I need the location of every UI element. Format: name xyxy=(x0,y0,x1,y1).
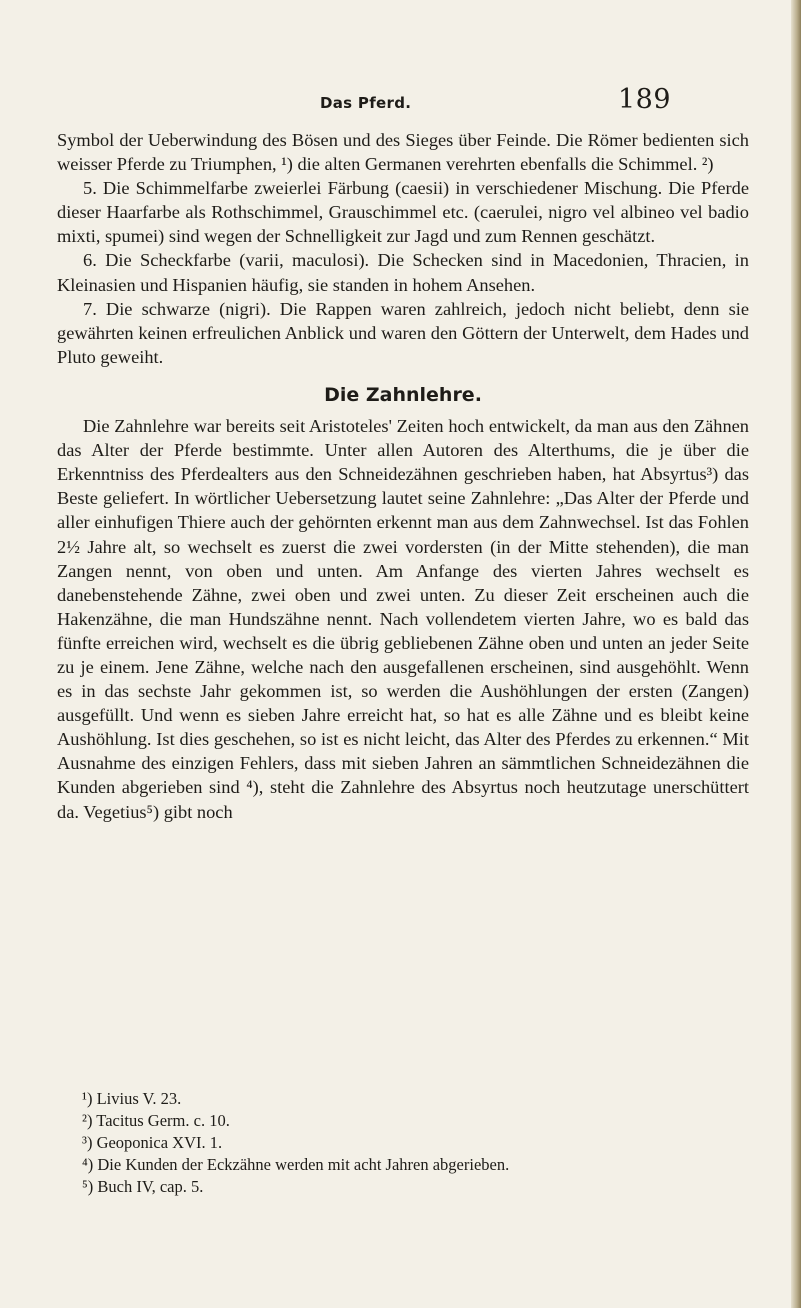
main-text xyxy=(57,128,749,824)
running-title: Das Pferd. xyxy=(320,94,412,112)
paragraph-zahnlehre: Die Zahnlehre war bereits seit Aristoteles' Zeiten hoch entwickelt, da man aus den Zähnen das Alter der Pferde bestimmte. Unter allen Autoren des Alterthums, die je über die Erkenntniss des Pferdealters aus den Schneidezähnen geschrieben haben, hat Absyrtus³) das Beste geliefert. In wörtlicher Uebersetzung lautet seine Zahnlehre: „Das Alter der Pferde und aller einhufigen Thiere auch der gehörnten erkennt man aus dem Zahnwechsel. Ist das Fohlen 2½ Jahre alt, so wechselt es zuerst die zwei vordersten (in der Mitte stehenden), die man Zangen nennt, von oben und unten. Am Anfange des vierten Jahres wechselt es danebenstehende Zähne, zwei oben und zwei unten. Zu dieser Zeit erscheinen auch die Hakenzähne, die man Hundszähne nennt. Nach vollendetem vierten Jahre, wo es bald das fünfte erreichen wird, wechselt es die übrig gebliebenen Zähne oben und unten an jeder Seite zu je einem. Jene Zähne, welche nach den ausgefallenen erscheinen, sind ausgehöhlt. Wenn es in das sechste Jahr gekommen ist, so werden die Aushöhlungen der ersten (Zangen) ausgefüllt. Und wenn es sieben Jahre erreicht hat, so hat es alle Zähne und es bleibt keine Aushöhlung. Ist dies geschehen, so ist es nicht leicht, das Alter des Pferdes zu erkennen.“ Mit Ausnahme des einzigen Fehlers, dass mit sieben Jahren an sämmtlichen Schneidezähnen die Kunden abgerieben sind ⁴), steht die Zahnlehre des Absyrtus noch heutzutage unerschüttert da. Vegetius⁵) gibt noch xyxy=(57,416,749,822)
page-number: 189 xyxy=(618,84,672,115)
paragraph-schwarze: 7. Die schwarze (nigri). Die Rappen waren zahlreich, jedoch nicht beliebt, denn sie gewährten keinen erfreulichen Anblick und waren den Göttern der Unterwelt, dem Hades und Pluto geweiht. xyxy=(57,298,749,367)
footnote: ³) Geoponica XVI. 1. xyxy=(82,1133,223,1152)
section-heading: Die Zahnlehre. xyxy=(324,383,482,406)
page-edge xyxy=(791,0,801,1308)
paragraph-schimmelfarbe: 5. Die Schimmelfarbe zweierlei Färbung (caesii) in verschiedener Mischung. Die Pferde dieser Haarfarbe als Rothschimmel, Grauschimmel etc. (caerulei, nigro vel albineo vel badio mixti, spumei) sind wegen der Schnelligkeit zur Jagd und zum Rennen geschätzt. xyxy=(57,178,749,247)
paragraph-scheckfarbe: 6. Die Scheckfarbe (varii, maculosi). Die Schecken sind in Macedonien, Thracien, in Kleinasien und Hispanien häufig, sie standen in hohem Ansehen. xyxy=(57,250,749,295)
footnote: ¹) Livius V. 23. xyxy=(82,1089,182,1108)
paragraph-continuation: Symbol der Ueberwindung des Bösen und des Sieges über Feinde. Die Römer bedienten sich weisser Pferde zu Triumphen, ¹) die alten Germanen verehrten ebenfalls die Schimmel. ²) xyxy=(57,130,749,175)
page-header xyxy=(0,84,801,124)
footnote: ⁴) Die Kunden der Eckzähne werden mit acht Jahren abgerieben. xyxy=(82,1155,510,1174)
footnote: ⁵) Buch IV, cap. 5. xyxy=(82,1177,204,1196)
footnotes xyxy=(82,1088,742,1198)
footnote: ²) Tacitus Germ. c. 10. xyxy=(82,1111,230,1130)
